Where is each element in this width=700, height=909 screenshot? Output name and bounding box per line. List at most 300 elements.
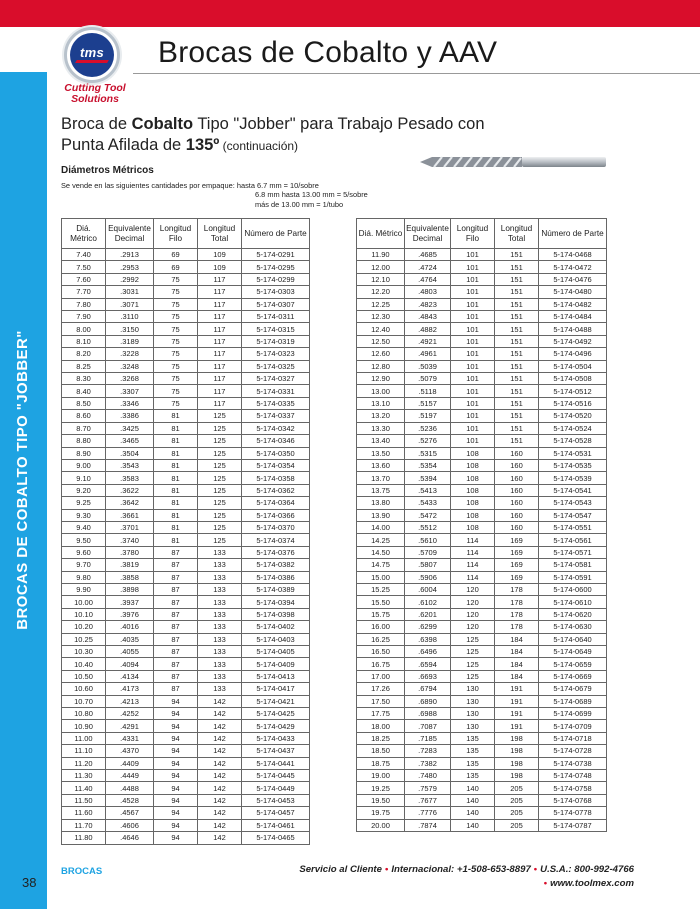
cell-total-length: 133	[198, 583, 242, 595]
table-row	[357, 286, 607, 298]
cell-part-number: 5-174-0358	[242, 472, 310, 484]
table-row	[357, 249, 607, 261]
cell-diameter: 7.40	[62, 249, 106, 261]
cell-total-length: 198	[495, 732, 539, 744]
cell-decimal: .4252	[106, 708, 154, 720]
section-label: Diámetros Métricos	[61, 165, 154, 176]
table-row	[62, 608, 310, 620]
cell-decimal: .3465	[106, 435, 154, 447]
cell-total-length: 109	[198, 249, 242, 261]
table-row	[62, 832, 310, 844]
cell-flute-length: 94	[154, 695, 198, 707]
side-title-text: BROCAS DE COBALTO TIPO "JOBBER"	[14, 330, 31, 630]
cell-total-length: 133	[198, 546, 242, 558]
cell-flute-length: 81	[154, 447, 198, 459]
cell-part-number: 5-174-0718	[539, 732, 607, 744]
cell-decimal: .7480	[405, 770, 451, 782]
cell-decimal: .4134	[106, 670, 154, 682]
cell-diameter: 8.70	[62, 422, 106, 434]
cell-flute-length: 81	[154, 509, 198, 521]
cell-decimal: .3150	[106, 323, 154, 335]
cell-diameter: 10.20	[62, 621, 106, 633]
cell-part-number: 5-174-0728	[539, 745, 607, 757]
cell-total-length: 133	[198, 596, 242, 608]
cell-diameter: 13.70	[357, 472, 405, 484]
header-total-length: Longitud Total	[495, 219, 539, 249]
cell-flute-length: 94	[154, 770, 198, 782]
table-row	[62, 410, 310, 422]
cell-part-number: 5-174-0465	[242, 832, 310, 844]
cell-flute-length: 81	[154, 521, 198, 533]
table-row	[62, 819, 310, 831]
cell-decimal: .3701	[106, 521, 154, 533]
cell-total-length: 142	[198, 757, 242, 769]
cell-diameter: 7.50	[62, 261, 106, 273]
cell-flute-length: 125	[451, 633, 495, 645]
cell-flute-length: 101	[451, 286, 495, 298]
cell-decimal: .5118	[405, 385, 451, 397]
cell-diameter: 11.10	[62, 745, 106, 757]
cell-diameter: 13.20	[357, 410, 405, 422]
cell-flute-length: 108	[451, 509, 495, 521]
cell-decimal: .6201	[405, 608, 451, 620]
cell-part-number: 5-174-0331	[242, 385, 310, 397]
cell-decimal: .4823	[405, 298, 451, 310]
table-row	[357, 596, 607, 608]
cell-total-length: 125	[198, 484, 242, 496]
cell-diameter: 19.75	[357, 807, 405, 819]
cell-total-length: 184	[495, 646, 539, 658]
table-row	[357, 422, 607, 434]
cell-decimal: .3937	[106, 596, 154, 608]
table-row	[62, 571, 310, 583]
cell-decimal: .3386	[106, 410, 154, 422]
cell-diameter: 11.30	[62, 770, 106, 782]
cell-total-length: 178	[495, 583, 539, 595]
cell-diameter: 10.50	[62, 670, 106, 682]
table-row	[357, 559, 607, 571]
cell-flute-length: 75	[154, 335, 198, 347]
cell-flute-length: 69	[154, 249, 198, 261]
cell-decimal: .6693	[405, 670, 451, 682]
cell-total-length: 191	[495, 708, 539, 720]
table-row	[357, 397, 607, 409]
cell-decimal: .2992	[106, 273, 154, 285]
cell-flute-length: 87	[154, 658, 198, 670]
cell-diameter: 13.75	[357, 484, 405, 496]
cell-decimal: .3543	[106, 459, 154, 471]
cell-flute-length: 101	[451, 422, 495, 434]
cell-flute-length: 81	[154, 435, 198, 447]
cell-part-number: 5-174-0551	[539, 521, 607, 533]
cell-flute-length: 94	[154, 757, 198, 769]
table-row	[62, 708, 310, 720]
cell-part-number: 5-174-0543	[539, 497, 607, 509]
cell-diameter: 9.30	[62, 509, 106, 521]
cell-decimal: .4961	[405, 348, 451, 360]
cell-diameter: 19.00	[357, 770, 405, 782]
logo-tagline: Cutting Tool Solutions	[64, 82, 126, 105]
cell-diameter: 9.50	[62, 534, 106, 546]
cell-diameter: 12.10	[357, 273, 405, 285]
cell-diameter: 12.40	[357, 323, 405, 335]
cell-part-number: 5-174-0386	[242, 571, 310, 583]
cell-total-length: 191	[495, 695, 539, 707]
cell-total-length: 191	[495, 683, 539, 695]
table-row	[357, 261, 607, 273]
cell-part-number: 5-174-0738	[539, 757, 607, 769]
cell-total-length: 142	[198, 832, 242, 844]
table-row	[62, 335, 310, 347]
cell-part-number: 5-174-0342	[242, 422, 310, 434]
cell-flute-length: 130	[451, 720, 495, 732]
cell-flute-length: 101	[451, 360, 495, 372]
cell-part-number: 5-174-0468	[539, 249, 607, 261]
cell-part-number: 5-174-0659	[539, 658, 607, 670]
cell-part-number: 5-174-0370	[242, 521, 310, 533]
table-row	[357, 484, 607, 496]
cell-part-number: 5-174-0311	[242, 311, 310, 323]
cell-diameter: 8.40	[62, 385, 106, 397]
cell-total-length: 125	[198, 459, 242, 471]
cell-part-number: 5-174-0362	[242, 484, 310, 496]
cell-flute-length: 120	[451, 621, 495, 633]
cell-flute-length: 94	[154, 819, 198, 831]
cell-total-length: 117	[198, 397, 242, 409]
cell-diameter: 14.75	[357, 559, 405, 571]
footer-section-label: BROCAS	[61, 866, 103, 877]
cell-flute-length: 87	[154, 621, 198, 633]
table-row	[357, 794, 607, 806]
cell-decimal: .4213	[106, 695, 154, 707]
header-flute-length: Longitud Filo	[451, 219, 495, 249]
cell-part-number: 5-174-0441	[242, 757, 310, 769]
table-row	[357, 521, 607, 533]
cell-flute-length: 108	[451, 521, 495, 533]
cell-diameter: 14.50	[357, 546, 405, 558]
table-row	[357, 410, 607, 422]
cell-flute-length: 81	[154, 484, 198, 496]
logo-text: tms	[79, 44, 105, 60]
cell-decimal: .4724	[405, 261, 451, 273]
cell-decimal: .4685	[405, 249, 451, 261]
cell-flute-length: 130	[451, 708, 495, 720]
cell-flute-length: 87	[154, 583, 198, 595]
cell-total-length: 117	[198, 335, 242, 347]
cell-flute-length: 94	[154, 720, 198, 732]
page-title: Brocas de Cobalto y AAV	[158, 36, 498, 69]
cell-decimal: .4409	[106, 757, 154, 769]
cell-part-number: 5-174-0453	[242, 794, 310, 806]
cell-flute-length: 87	[154, 559, 198, 571]
cell-decimal: .6102	[405, 596, 451, 608]
table-row	[357, 732, 607, 744]
table-row	[357, 745, 607, 757]
cell-flute-length: 94	[154, 708, 198, 720]
cell-part-number: 5-174-0531	[539, 447, 607, 459]
footer-website[interactable]: • www.toolmex.com	[543, 878, 634, 889]
product-subtitle: Broca de Cobalto Tipo "Jobber" para Trabajo Pesado con Punta Afilada de 135º (continuación)	[61, 115, 485, 154]
cell-part-number: 5-174-0561	[539, 534, 607, 546]
table-row	[357, 757, 607, 769]
cell-diameter: 13.50	[357, 447, 405, 459]
cell-diameter: 10.25	[62, 633, 106, 645]
cell-part-number: 5-174-0484	[539, 311, 607, 323]
cell-decimal: .6594	[405, 658, 451, 670]
table-row	[62, 670, 310, 682]
table-row	[62, 509, 310, 521]
cell-decimal: .4055	[106, 646, 154, 658]
cell-flute-length: 114	[451, 571, 495, 583]
cell-total-length: 151	[495, 249, 539, 261]
cell-flute-length: 81	[154, 410, 198, 422]
cell-diameter: 9.80	[62, 571, 106, 583]
cell-total-length: 160	[495, 459, 539, 471]
cell-part-number: 5-174-0376	[242, 546, 310, 558]
cell-part-number: 5-174-0327	[242, 373, 310, 385]
cell-flute-length: 140	[451, 807, 495, 819]
cell-decimal: .6299	[405, 621, 451, 633]
table-row	[357, 435, 607, 447]
cell-part-number: 5-174-0319	[242, 335, 310, 347]
cell-total-length: 142	[198, 695, 242, 707]
header-total-length: Longitud Total	[198, 219, 242, 249]
cell-flute-length: 125	[451, 658, 495, 670]
table-row	[62, 447, 310, 459]
cell-total-length: 160	[495, 509, 539, 521]
cell-diameter: 11.80	[62, 832, 106, 844]
cell-total-length: 142	[198, 807, 242, 819]
cell-total-length: 133	[198, 571, 242, 583]
cell-decimal: .3071	[106, 298, 154, 310]
cell-part-number: 5-174-0429	[242, 720, 310, 732]
cell-part-number: 5-174-0787	[539, 819, 607, 831]
cell-part-number: 5-174-0492	[539, 335, 607, 347]
header-decimal: Equivalente Decimal	[405, 219, 451, 249]
cell-part-number: 5-174-0382	[242, 559, 310, 571]
table-row	[62, 745, 310, 757]
cell-total-length: 117	[198, 348, 242, 360]
cell-part-number: 5-174-0679	[539, 683, 607, 695]
cell-diameter: 8.30	[62, 373, 106, 385]
table-row	[357, 447, 607, 459]
table-row	[62, 497, 310, 509]
cell-decimal: .7677	[405, 794, 451, 806]
cell-total-length: 198	[495, 745, 539, 757]
cell-decimal: .5039	[405, 360, 451, 372]
cell-part-number: 5-174-0445	[242, 770, 310, 782]
cell-decimal: .3898	[106, 583, 154, 595]
cell-decimal: .2913	[106, 249, 154, 261]
cell-flute-length: 125	[451, 670, 495, 682]
cell-total-length: 160	[495, 521, 539, 533]
cell-total-length: 151	[495, 311, 539, 323]
cell-total-length: 125	[198, 472, 242, 484]
cell-flute-length: 101	[451, 348, 495, 360]
cell-decimal: .4173	[106, 683, 154, 695]
cell-decimal: .7087	[405, 720, 451, 732]
cell-part-number: 5-174-0417	[242, 683, 310, 695]
cell-flute-length: 75	[154, 286, 198, 298]
table-row	[62, 695, 310, 707]
cell-flute-length: 108	[451, 484, 495, 496]
cell-part-number: 5-174-0768	[539, 794, 607, 806]
cell-decimal: .5807	[405, 559, 451, 571]
cell-part-number: 5-174-0307	[242, 298, 310, 310]
top-red-band	[0, 0, 700, 27]
cell-part-number: 5-174-0520	[539, 410, 607, 422]
cell-total-length: 178	[495, 608, 539, 620]
cell-total-length: 160	[495, 497, 539, 509]
cell-decimal: .3642	[106, 497, 154, 509]
cell-flute-length: 130	[451, 695, 495, 707]
cell-diameter: 18.50	[357, 745, 405, 757]
cell-part-number: 5-174-0366	[242, 509, 310, 521]
cell-diameter: 17.00	[357, 670, 405, 682]
table-row	[357, 819, 607, 831]
website-link[interactable]: www.toolmex.com	[550, 878, 634, 889]
cell-total-length: 151	[495, 323, 539, 335]
cell-total-length: 184	[495, 670, 539, 682]
cell-decimal: .3248	[106, 360, 154, 372]
table-row	[62, 646, 310, 658]
cell-decimal: .3583	[106, 472, 154, 484]
cell-diameter: 13.00	[357, 385, 405, 397]
cell-part-number: 5-174-0535	[539, 459, 607, 471]
cell-flute-length: 75	[154, 397, 198, 409]
cell-part-number: 5-174-0508	[539, 373, 607, 385]
cell-diameter: 15.75	[357, 608, 405, 620]
cell-part-number: 5-174-0591	[539, 571, 607, 583]
cell-flute-length: 87	[154, 571, 198, 583]
cell-total-length: 109	[198, 261, 242, 273]
header-decimal: Equivalente Decimal	[106, 219, 154, 249]
cell-decimal: .4291	[106, 720, 154, 732]
cell-part-number: 5-174-0291	[242, 249, 310, 261]
cell-flute-length: 120	[451, 608, 495, 620]
cell-part-number: 5-174-0389	[242, 583, 310, 595]
cell-total-length: 142	[198, 745, 242, 757]
table-row	[62, 459, 310, 471]
cell-flute-length: 81	[154, 472, 198, 484]
cell-part-number: 5-174-0571	[539, 546, 607, 558]
cell-part-number: 5-174-0403	[242, 633, 310, 645]
cell-flute-length: 101	[451, 311, 495, 323]
cell-diameter: 12.60	[357, 348, 405, 360]
cell-flute-length: 87	[154, 646, 198, 658]
table-row	[357, 497, 607, 509]
cell-diameter: 10.30	[62, 646, 106, 658]
cell-flute-length: 101	[451, 273, 495, 285]
cell-flute-length: 94	[154, 832, 198, 844]
table-row	[62, 757, 310, 769]
table-row	[62, 559, 310, 571]
cell-flute-length: 75	[154, 273, 198, 285]
cell-part-number: 5-174-0405	[242, 646, 310, 658]
cell-part-number: 5-174-0295	[242, 261, 310, 273]
cell-part-number: 5-174-0480	[539, 286, 607, 298]
cell-total-length: 184	[495, 633, 539, 645]
cell-diameter: 17.50	[357, 695, 405, 707]
table-row	[62, 273, 310, 285]
cell-flute-length: 101	[451, 373, 495, 385]
cell-diameter: 12.20	[357, 286, 405, 298]
cell-diameter: 11.60	[62, 807, 106, 819]
cell-total-length: 151	[495, 373, 539, 385]
cell-flute-length: 94	[154, 732, 198, 744]
cell-diameter: 11.40	[62, 782, 106, 794]
cell-diameter: 12.80	[357, 360, 405, 372]
cell-decimal: .3031	[106, 286, 154, 298]
cell-total-length: 205	[495, 794, 539, 806]
cell-diameter: 9.10	[62, 472, 106, 484]
cell-decimal: .6890	[405, 695, 451, 707]
cell-total-length: 151	[495, 422, 539, 434]
table-row	[62, 546, 310, 558]
cell-diameter: 17.26	[357, 683, 405, 695]
cell-part-number: 5-174-0323	[242, 348, 310, 360]
cell-decimal: .7874	[405, 819, 451, 831]
cell-part-number: 5-174-0337	[242, 410, 310, 422]
cell-part-number: 5-174-0547	[539, 509, 607, 521]
cell-diameter: 11.90	[357, 249, 405, 261]
cell-flute-length: 114	[451, 534, 495, 546]
cell-total-length: 133	[198, 658, 242, 670]
table-row	[357, 608, 607, 620]
cell-total-length: 117	[198, 298, 242, 310]
cell-part-number: 5-174-0433	[242, 732, 310, 744]
table-row	[357, 273, 607, 285]
cell-diameter: 12.25	[357, 298, 405, 310]
cell-flute-length: 94	[154, 782, 198, 794]
cell-part-number: 5-174-0640	[539, 633, 607, 645]
cell-part-number: 5-174-0476	[539, 273, 607, 285]
cell-total-length: 117	[198, 385, 242, 397]
cell-part-number: 5-174-0421	[242, 695, 310, 707]
cell-part-number: 5-174-0620	[539, 608, 607, 620]
cell-diameter: 13.60	[357, 459, 405, 471]
cell-decimal: .5413	[405, 484, 451, 496]
cell-diameter: 17.75	[357, 708, 405, 720]
cell-decimal: .5197	[405, 410, 451, 422]
cell-total-length: 169	[495, 534, 539, 546]
cell-total-length: 151	[495, 273, 539, 285]
cell-part-number: 5-174-0374	[242, 534, 310, 546]
cell-diameter: 19.25	[357, 782, 405, 794]
cell-diameter: 14.00	[357, 521, 405, 533]
cell-decimal: .5512	[405, 521, 451, 533]
cell-diameter: 18.75	[357, 757, 405, 769]
table-row	[357, 658, 607, 670]
cell-total-length: 117	[198, 373, 242, 385]
left-table	[61, 218, 310, 845]
cell-diameter: 9.00	[62, 459, 106, 471]
cell-flute-length: 101	[451, 435, 495, 447]
cell-part-number: 5-174-0425	[242, 708, 310, 720]
cell-decimal: .3228	[106, 348, 154, 360]
cell-diameter: 13.80	[357, 497, 405, 509]
cell-decimal: .7579	[405, 782, 451, 794]
table-row	[62, 385, 310, 397]
cell-decimal: .3307	[106, 385, 154, 397]
cell-total-length: 151	[495, 397, 539, 409]
cell-part-number: 5-174-0600	[539, 583, 607, 595]
cell-flute-length: 135	[451, 732, 495, 744]
cell-diameter: 9.90	[62, 583, 106, 595]
cell-total-length: 142	[198, 732, 242, 744]
cell-decimal: .4843	[405, 311, 451, 323]
cell-diameter: 8.00	[62, 323, 106, 335]
